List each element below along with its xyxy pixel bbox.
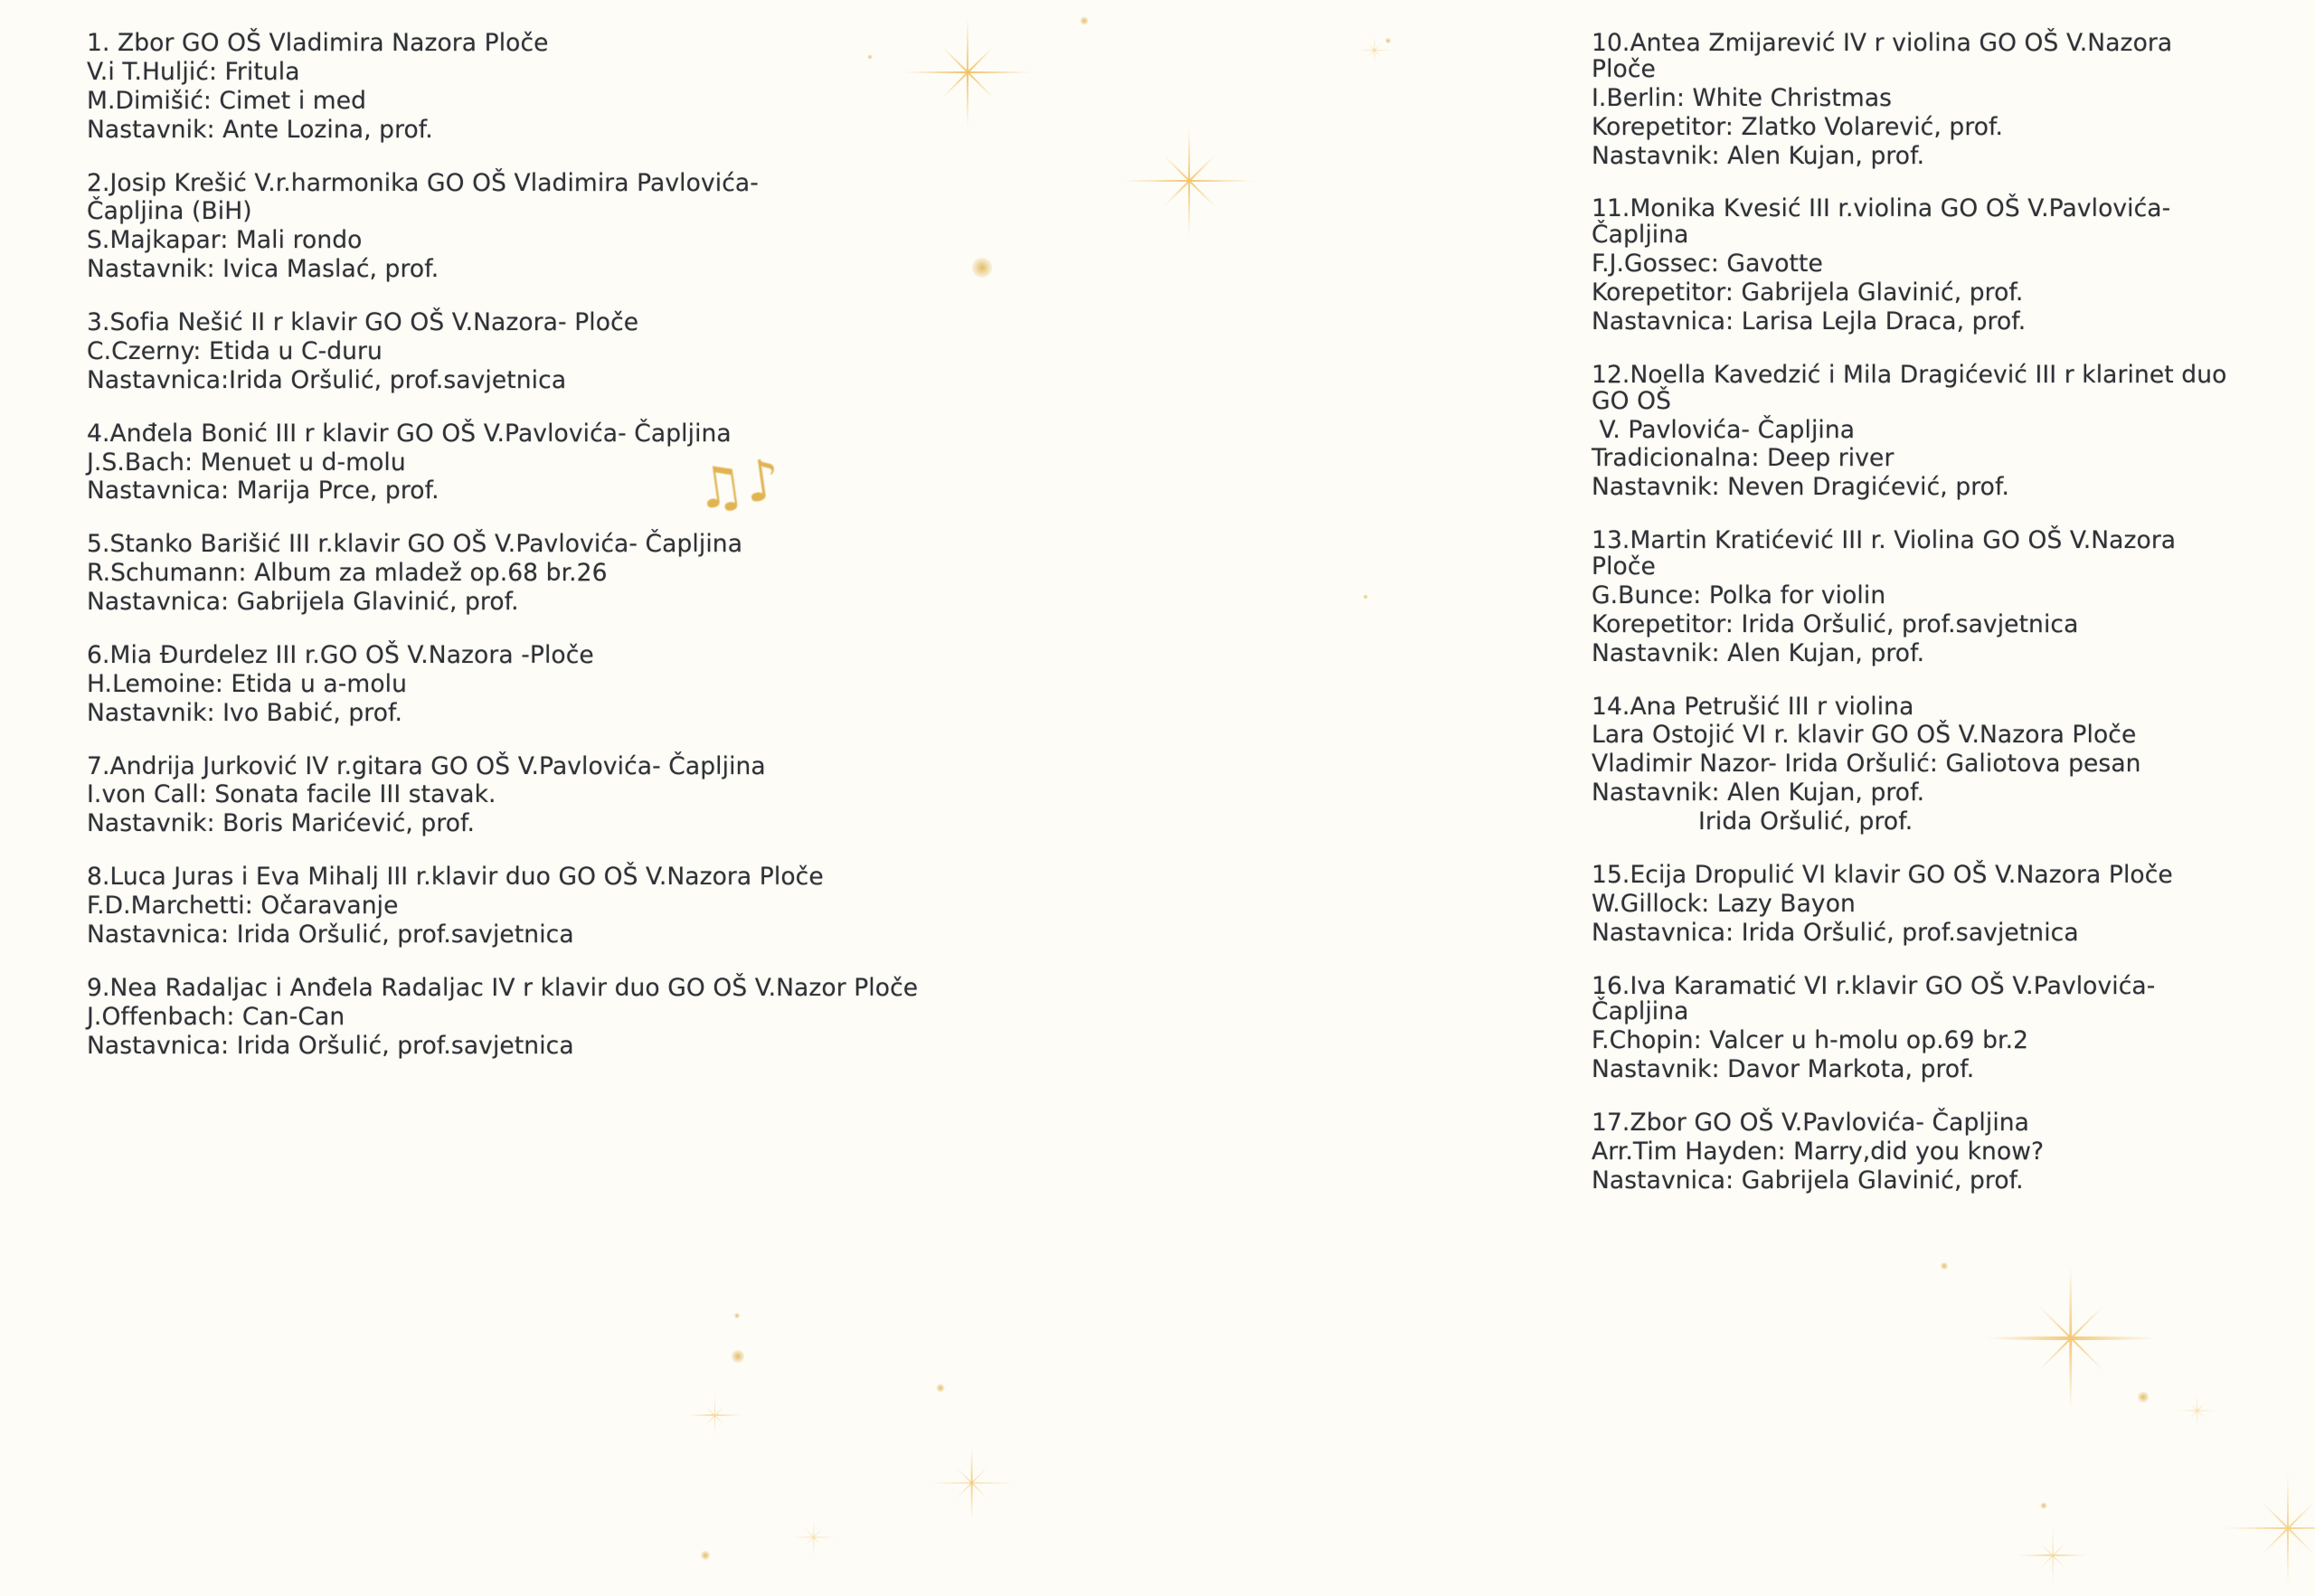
- program-entry: [1592, 971, 2243, 1084]
- program-entry: [1592, 694, 2243, 836]
- program-entry: [87, 973, 1121, 1060]
- program-entry: [1592, 360, 2243, 502]
- program-entry: [1592, 860, 2243, 947]
- entry-detail: Nastavnik: Neven Dragićević, prof.: [1592, 473, 2009, 502]
- entry-detail: Nastavnik: Ivica Maslać, prof.: [87, 255, 439, 284]
- entry-detail: Nastavnica: Irida Oršulić, prof.savjetnica: [87, 920, 574, 949]
- entry-title: 9.Nea Radaljac i Anđela Radaljac IV r klavir duo GO OŠ V.Nazor Ploče: [87, 973, 919, 1002]
- entry-detail: V.i T.Huljić: Fritula: [87, 57, 300, 86]
- program-entry: [87, 864, 1121, 949]
- entry-detail: Nastavnik: Boris Marićević, prof.: [87, 809, 476, 838]
- program-entry: [87, 31, 1121, 144]
- entry-detail: Nastavnik: Alen Kujan, prof.: [1592, 141, 1925, 170]
- entry-detail: J.Offenbach: Can-Can: [87, 1002, 345, 1031]
- entry-detail: H.Lemoine: Etida u a-molu: [87, 669, 408, 698]
- entry-detail: V. Pavlovića- Čapljina: [1592, 415, 1856, 444]
- entry-title: 6.Mia Đurdelez III r.GO OŠ V.Nazora -Ploče: [87, 640, 594, 669]
- entry-detail: Nastavnica: Marija Prce, prof.: [87, 477, 439, 505]
- entry-title: 7.Andrija Jurković IV r.gitara GO OŠ V.Pavlovića- Čapljina: [87, 751, 766, 780]
- entry-detail: F.D.Marchetti: Očaravanje: [87, 892, 399, 920]
- entry-detail: Nastavnik: Alen Kujan, prof.: [1592, 638, 1925, 667]
- entry-detail: Nastavnik: Davor Markota, prof.: [1592, 1055, 1975, 1084]
- entry-detail: M.Dimišić: Cimet i med: [87, 86, 367, 115]
- entry-detail: Korepetitor: Zlatko Volarević, prof.: [1592, 112, 2004, 141]
- entry-title: 16.Iva Karamatić VI r.klavir GO OŠ V.Pavlovića- Čapljina: [1592, 971, 2163, 1026]
- entry-title: 8.Luca Juras i Eva Mihalj III r.klavir duo GO OŠ V.Nazora Ploče: [87, 863, 824, 892]
- entry-detail: C.Czerny: Etida u C-duru: [87, 336, 383, 365]
- entry-detail: Nastavnica: Gabrijela Glavinić, prof.: [1592, 1166, 2024, 1195]
- program-entry: [1592, 31, 2243, 169]
- entry-title: 14.Ana Petrušić III r violina: [1592, 692, 1914, 721]
- entry-detail: Nastavnica:Irida Oršulić, prof.savjetnica: [87, 365, 567, 394]
- entry-detail: J.S.Bach: Menuet u d-molu: [87, 448, 406, 477]
- entry-title: 10.Antea Zmijarević IV r violina GO OŠ V.Nazora Ploče: [1592, 29, 2180, 83]
- entry-detail: F.J.Gossec: Gavotte: [1592, 250, 1823, 279]
- entry-title: 11.Monika Kvesić III r.violina GO OŠ V.Pavlovića- Čapljina: [1592, 194, 2178, 250]
- entry-detail: Nastavnik: Ante Lozina, prof.: [87, 115, 433, 144]
- left-column: [54, 31, 1158, 1582]
- program-entry: [87, 751, 1121, 838]
- entry-title: 4.Anđela Bonić III r klavir GO OŠ V.Pavlovića- Čapljina: [87, 419, 732, 448]
- entry-detail: F.Chopin: Valcer u h-molu op.69 br.2: [1592, 1026, 2029, 1055]
- right-column: [1158, 31, 2261, 1582]
- program-entry: [87, 532, 1121, 616]
- entry-detail: Lara Ostojić VI r. klavir GO OŠ V.Nazora Ploče: [1592, 721, 2137, 750]
- entry-detail: G.Bunce: Polka for violin: [1592, 581, 1886, 609]
- entry-detail: Nastavnica: Irida Oršulić, prof.savjetnica: [1592, 918, 2079, 947]
- entry-detail: Irida Oršulić, prof.: [1698, 807, 1913, 836]
- program-columns: [54, 31, 2261, 1582]
- entry-title: 17.Zbor GO OŠ V.Pavlovića- Čapljina: [1592, 1109, 2030, 1137]
- program-entry: [1592, 1110, 2243, 1195]
- entry-detail: Korepetitor: Irida Oršulić, prof.savjetnica: [1592, 609, 2079, 638]
- entry-title: 5.Stanko Barišić III r.klavir GO OŠ V.Pavlovića- Čapljina: [87, 530, 743, 559]
- program-entry: [87, 421, 1121, 505]
- entry-detail: I.von Call: Sonata facile III stavak.: [87, 780, 496, 809]
- entry-detail: Nastavnica: Gabrijela Glavinić, prof.: [87, 588, 519, 616]
- entry-title: 1. Zbor GO OŠ Vladimira Nazora Ploče: [87, 29, 549, 57]
- entry-detail: Nastavnik: Ivo Babić, prof.: [87, 698, 403, 727]
- entry-detail: R.Schumann: Album za mladež op.68 br.26: [87, 559, 608, 588]
- entry-detail: Korepetitor: Gabrijela Glavinić, prof.: [1592, 279, 2024, 307]
- program-entry: [1592, 196, 2243, 335]
- entry-detail: Nastavnik: Alen Kujan, prof.: [1592, 779, 1925, 807]
- entry-detail: Tradicionalna: Deep river: [1592, 444, 1895, 473]
- entry-title: 13.Martin Kratićević III r. Violina GO OŠ V.Nazora Ploče: [1592, 526, 2184, 581]
- entry-title: 15.Ecija Dropulić VI klavir GO OŠ V.Nazora Ploče: [1592, 860, 2173, 889]
- entry-detail: S.Majkapar: Mali rondo: [87, 226, 363, 255]
- entry-detail: I.Berlin: White Christmas: [1592, 83, 1893, 112]
- entry-detail: Arr.Tim Hayden: Marry,did you know?: [1592, 1137, 2045, 1166]
- entry-detail: Nastavnica: Irida Oršulić, prof.savjetnica: [87, 1031, 574, 1060]
- entry-detail: Čapljina (BiH): [87, 197, 252, 226]
- entry-detail: Vladimir Nazor- Irida Oršulić: Galiotova pesan: [1592, 750, 2141, 779]
- entry-detail: W.Gillock: Lazy Bayon: [1592, 889, 1856, 918]
- program-entry: [1592, 528, 2243, 666]
- music-note-icon: ♫♪: [690, 445, 785, 524]
- entry-title: 3.Sofia Nešić II r klavir GO OŠ V.Nazora- Ploče: [87, 308, 639, 336]
- program-entry: [87, 310, 1121, 394]
- program-entry: [87, 640, 1121, 727]
- entry-title: 2.Josip Krešić V.r.harmonika GO OŠ Vladimira Pavlovića-: [87, 168, 759, 197]
- entry-title: 12.Noella Kavedzić i Mila Dragićević III r klarinet duo GO OŠ: [1592, 360, 2235, 415]
- entry-detail: Nastavnica: Larisa Lejla Draca, prof.: [1592, 307, 2027, 335]
- program-entry: [87, 168, 1121, 284]
